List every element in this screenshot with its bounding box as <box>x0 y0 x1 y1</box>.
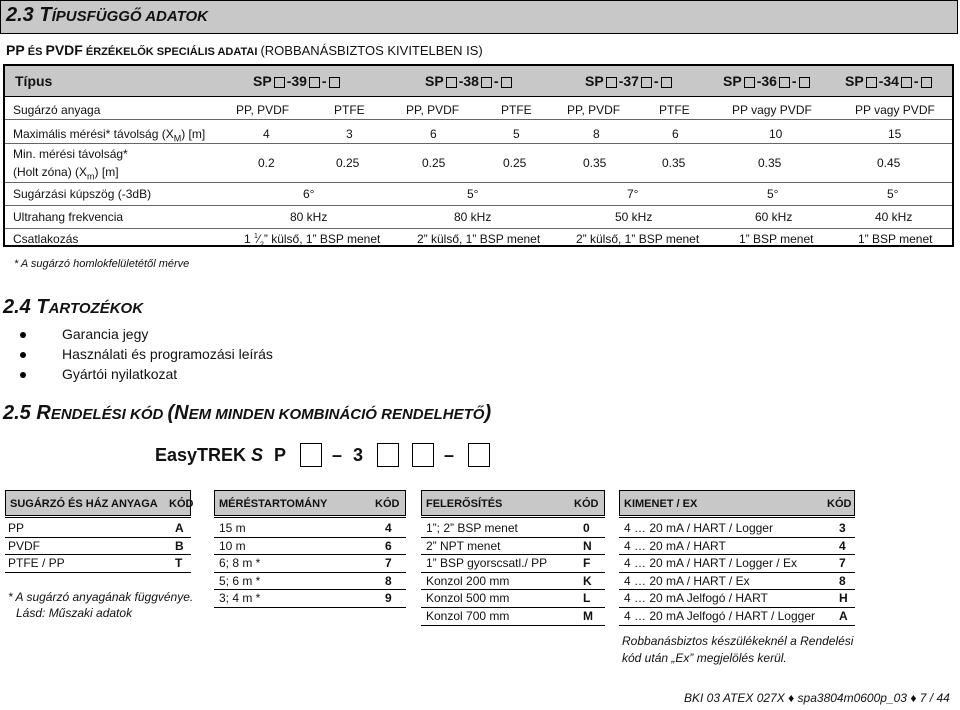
material-row-1-name: PP <box>8 521 25 535</box>
mounting-row-2-name: 2” NPT menet <box>426 539 501 553</box>
placeholder-box-icon <box>779 77 790 88</box>
table-rule <box>5 572 191 573</box>
cell-material-2: PTFE <box>334 103 365 117</box>
order-code-box-2[interactable] <box>377 443 399 467</box>
cell-max-2: 3 <box>346 127 353 141</box>
range-row-3-name: 6; 8 m * <box>219 556 261 570</box>
cell-max-3: 6 <box>430 127 437 141</box>
cell-max-7: 10 <box>769 127 783 141</box>
table-rule <box>214 572 406 573</box>
range-row-3-code: 7 <box>385 556 392 570</box>
cell-conn-4: 1” BSP menet <box>739 232 814 246</box>
table-rule <box>619 607 855 608</box>
ex-note: Robbanásbiztos készülékeknél a Rendelési kód után „Ex” megjelölés kerül. <box>622 634 854 665</box>
order-code-box-4[interactable] <box>468 443 490 467</box>
order-code-p: P <box>274 445 287 465</box>
page-footer: BKI 03 ATEX 027X ♦ spa3804m0600p_03 ♦ 7 / 44 <box>684 691 950 705</box>
placeholder-box-icon <box>446 77 457 88</box>
table-rule <box>5 554 191 555</box>
cell-beam-5: 5° <box>887 187 899 201</box>
output-row-1-code: 3 <box>839 521 846 535</box>
accessories-list <box>62 326 273 386</box>
output-row-2-name: 4 … 20 mA / HART <box>624 539 726 553</box>
bullet-icon <box>20 372 26 378</box>
cell-material-3: PP, PVDF <box>406 103 460 117</box>
output-row-3-code: 7 <box>839 556 846 570</box>
placeholder-box-icon <box>799 77 810 88</box>
diamond-icon: ♦ <box>910 691 917 705</box>
row-label-frequency: Ultrahang frekvencia <box>13 210 124 224</box>
material-table-header: SUGÁRZÓ ÉS HÁZ ANYAGA KÓD <box>5 490 191 516</box>
order-code-box-1[interactable] <box>300 443 322 467</box>
material-row-1-code: A <box>175 521 184 535</box>
row-label-min-range-2: (Holt zóna) $(X_m)$ [m] <box>13 165 119 182</box>
mounting-row-4-code: K <box>583 574 592 588</box>
table-rule <box>421 607 605 608</box>
cell-min-1: 0.2 <box>258 156 275 170</box>
range-row-4-name: 5; 6 m * <box>219 574 261 588</box>
range-row-1-name: 15 m <box>219 521 246 535</box>
table-rule <box>214 537 406 538</box>
cell-beam-2: 5° <box>467 187 479 201</box>
cell-max-1: 4 <box>263 127 270 141</box>
cell-max-8: 15 <box>888 127 902 141</box>
diamond-icon: ♦ <box>788 691 795 705</box>
cell-material-5: PP, PVDF <box>567 103 621 117</box>
row-divider <box>5 205 952 206</box>
table-rule <box>619 554 855 555</box>
table-rule <box>214 607 406 608</box>
cell-freq-2: 80 kHz <box>454 210 492 224</box>
cell-min-6: 0.35 <box>662 156 686 170</box>
range-row-2-code: 6 <box>385 539 392 553</box>
row-label-connection: Csatlakozás <box>13 232 79 246</box>
cell-min-8: 0.45 <box>877 156 901 170</box>
cell-min-4: 0.25 <box>503 156 527 170</box>
cell-material-6: PTFE <box>659 103 690 117</box>
row-divider <box>5 143 952 144</box>
range-row-4-code: 8 <box>385 574 392 588</box>
table-rule <box>421 572 605 573</box>
cell-beam-3: 7° <box>627 187 639 201</box>
range-table-header: MÉRÉSTARTOMÁNY KÓD <box>214 490 406 516</box>
subtitle: PP ÉS PVDF ÉRZÉKELŐK SPECIÁLIS ADATAI (ROBBANÁSBIZTOS KIVITELBEN IS) <box>6 42 483 58</box>
row-label-min-range-1: Min. mérési távolság* <box>13 147 128 161</box>
type-group-34: SP -34 - <box>845 73 934 89</box>
mounting-row-6-name: Konzol 700 mm <box>426 609 510 623</box>
cell-conn-2: 2” külső, 1” BSP menet <box>417 232 541 246</box>
type-group-37: SP -37 - <box>585 73 674 89</box>
placeholder-box-icon <box>329 77 340 88</box>
order-code-three: 3 <box>353 445 364 465</box>
order-code-dash-1: – <box>332 445 343 465</box>
table-rule <box>619 517 855 518</box>
cell-beam-1: 6° <box>303 187 315 201</box>
order-code-brand: EasyTREK <box>155 445 247 465</box>
mounting-row-5-name: Konzol 500 mm <box>426 591 510 605</box>
row-divider <box>5 119 952 120</box>
row-label-material: Sugárzó anyaga <box>13 103 101 117</box>
cell-conn-1: 1 $^1⁄_2$” külső, 1” BSP menet <box>244 232 381 249</box>
cell-freq-1: 80 kHz <box>290 210 328 224</box>
order-code-dash-2: – <box>444 445 455 465</box>
section-title-2-5: 2.5 RENDELÉSI KÓD (NEM MINDEN KOMBINÁCIÓ RENDELHETŐ) <box>3 402 492 424</box>
cell-conn-3: 2” külső, 1” BSP menet <box>576 232 700 246</box>
output-table-header: KIMENET / EX KÓD <box>619 490 855 516</box>
placeholder-box-icon <box>274 77 285 88</box>
row-divider <box>5 182 952 183</box>
cell-min-5: 0.35 <box>583 156 607 170</box>
placeholder-box-icon <box>901 77 912 88</box>
material-row-2-code: B <box>175 539 184 553</box>
output-row-1-name: 4 … 20 mA / HART / Logger <box>624 521 773 535</box>
cell-material-8: PP vagy PVDF <box>855 103 935 117</box>
table-rule <box>421 554 605 555</box>
range-row-5-name: 3; 4 m * <box>219 591 261 605</box>
row-divider <box>5 228 952 229</box>
output-row-5-code: H <box>839 591 848 605</box>
placeholder-box-icon <box>641 77 652 88</box>
cell-max-6: 6 <box>672 127 679 141</box>
table-rule <box>214 554 406 555</box>
cell-max-5: 8 <box>593 127 600 141</box>
type-group-36: SP -36 - <box>723 73 812 89</box>
mounting-row-1-code: 0 <box>583 521 590 535</box>
row-label-beam: Sugárzási kúpszög (-3dB) <box>13 187 152 201</box>
mounting-row-2-code: N <box>583 539 592 553</box>
output-row-3-name: 4 … 20 mA / HART / Logger / Ex <box>624 556 797 570</box>
cell-beam-4: 5° <box>767 187 779 201</box>
table-rule <box>214 517 406 518</box>
cell-freq-4: 60 kHz <box>755 210 793 224</box>
output-row-4-code: 8 <box>839 574 846 588</box>
placeholder-box-icon <box>606 77 617 88</box>
cell-max-4: 5 <box>513 127 520 141</box>
list-item: Használati és programozási leírás <box>62 346 273 366</box>
placeholder-box-icon <box>921 77 932 88</box>
placeholder-box-icon <box>309 77 320 88</box>
table-rule <box>5 537 191 538</box>
placeholder-box-icon <box>866 77 877 88</box>
material-note: * A sugárzó anyagának függvénye. Lásd: Műszaki adatok <box>8 590 194 620</box>
bullet-icon <box>20 332 26 338</box>
type-header-label: Típus <box>15 73 53 89</box>
placeholder-box-icon <box>661 77 672 88</box>
type-group-38: SP -38 - <box>425 73 514 89</box>
row-label-max-range: Maximális mérési* távolság $(X_M)$ [m] <box>13 127 206 144</box>
table-rule <box>214 589 406 590</box>
output-row-2-code: 4 <box>839 539 846 553</box>
range-row-5-code: 9 <box>385 591 392 605</box>
cell-freq-3: 50 kHz <box>615 210 653 224</box>
range-row-2-name: 10 m <box>219 539 246 553</box>
table-rule <box>619 537 855 538</box>
cell-material-4: PTFE <box>501 103 532 117</box>
mounting-row-1-name: 1”; 2” BSP menet <box>426 521 518 535</box>
list-item: Garancia jegy <box>62 326 273 346</box>
range-row-1-code: 4 <box>385 521 392 535</box>
cell-freq-5: 40 kHz <box>875 210 913 224</box>
mounting-row-6-code: M <box>583 609 593 623</box>
cell-min-7: 0.35 <box>758 156 782 170</box>
placeholder-box-icon <box>481 77 492 88</box>
mounting-table-header: FELERŐSÍTÉS KÓD <box>421 490 605 516</box>
list-item: Gyártói nyilatkozat <box>62 366 273 386</box>
table-rule <box>421 625 605 626</box>
table-rule <box>421 517 605 518</box>
material-row-3-name: PTFE / PP <box>8 556 65 570</box>
mounting-row-3-name: 1” BSP gyorscsatl./ PP <box>426 556 548 570</box>
material-row-2-name: PVDF <box>8 539 41 553</box>
cell-material-7: PP vagy PVDF <box>732 103 812 117</box>
table-rule <box>619 589 855 590</box>
table-rule <box>5 517 191 518</box>
cell-conn-5: 1” BSP menet <box>858 232 933 246</box>
spec-table <box>3 64 954 247</box>
output-row-4-name: 4 … 20 mA / HART / Ex <box>624 574 750 588</box>
table-rule <box>421 537 605 538</box>
bullet-icon <box>20 352 26 358</box>
type-group-39: SP -39 - <box>253 73 342 89</box>
cell-min-3: 0.25 <box>422 156 446 170</box>
cell-material-1: PP, PVDF <box>236 103 290 117</box>
table-rule <box>421 589 605 590</box>
mounting-row-5-code: L <box>583 591 591 605</box>
placeholder-box-icon <box>501 77 512 88</box>
output-row-6-code: A <box>839 609 848 623</box>
order-code-box-3[interactable] <box>412 443 434 467</box>
section-title-2-3: 2.3 TÍPUSFÜGGŐ ADATOK <box>6 4 208 26</box>
mounting-row-4-name: Konzol 200 mm <box>426 574 510 588</box>
footnote-surface: * A sugárzó homlokfelületétől mérve <box>14 258 190 270</box>
table-rule <box>619 625 855 626</box>
order-code-s: S <box>251 445 264 465</box>
cell-min-2: 0.25 <box>336 156 360 170</box>
output-row-5-name: 4 … 20 mA Jelfogó / HART <box>624 591 768 605</box>
material-row-3-code: T <box>175 556 183 570</box>
table-rule <box>619 572 855 573</box>
output-row-6-name: 4 … 20 mA Jelfogó / HART / Logger <box>624 609 815 623</box>
placeholder-box-icon <box>744 77 755 88</box>
section-title-2-4: 2.4 TARTOZÉKOK <box>3 296 144 318</box>
mounting-row-3-code: F <box>583 556 591 570</box>
